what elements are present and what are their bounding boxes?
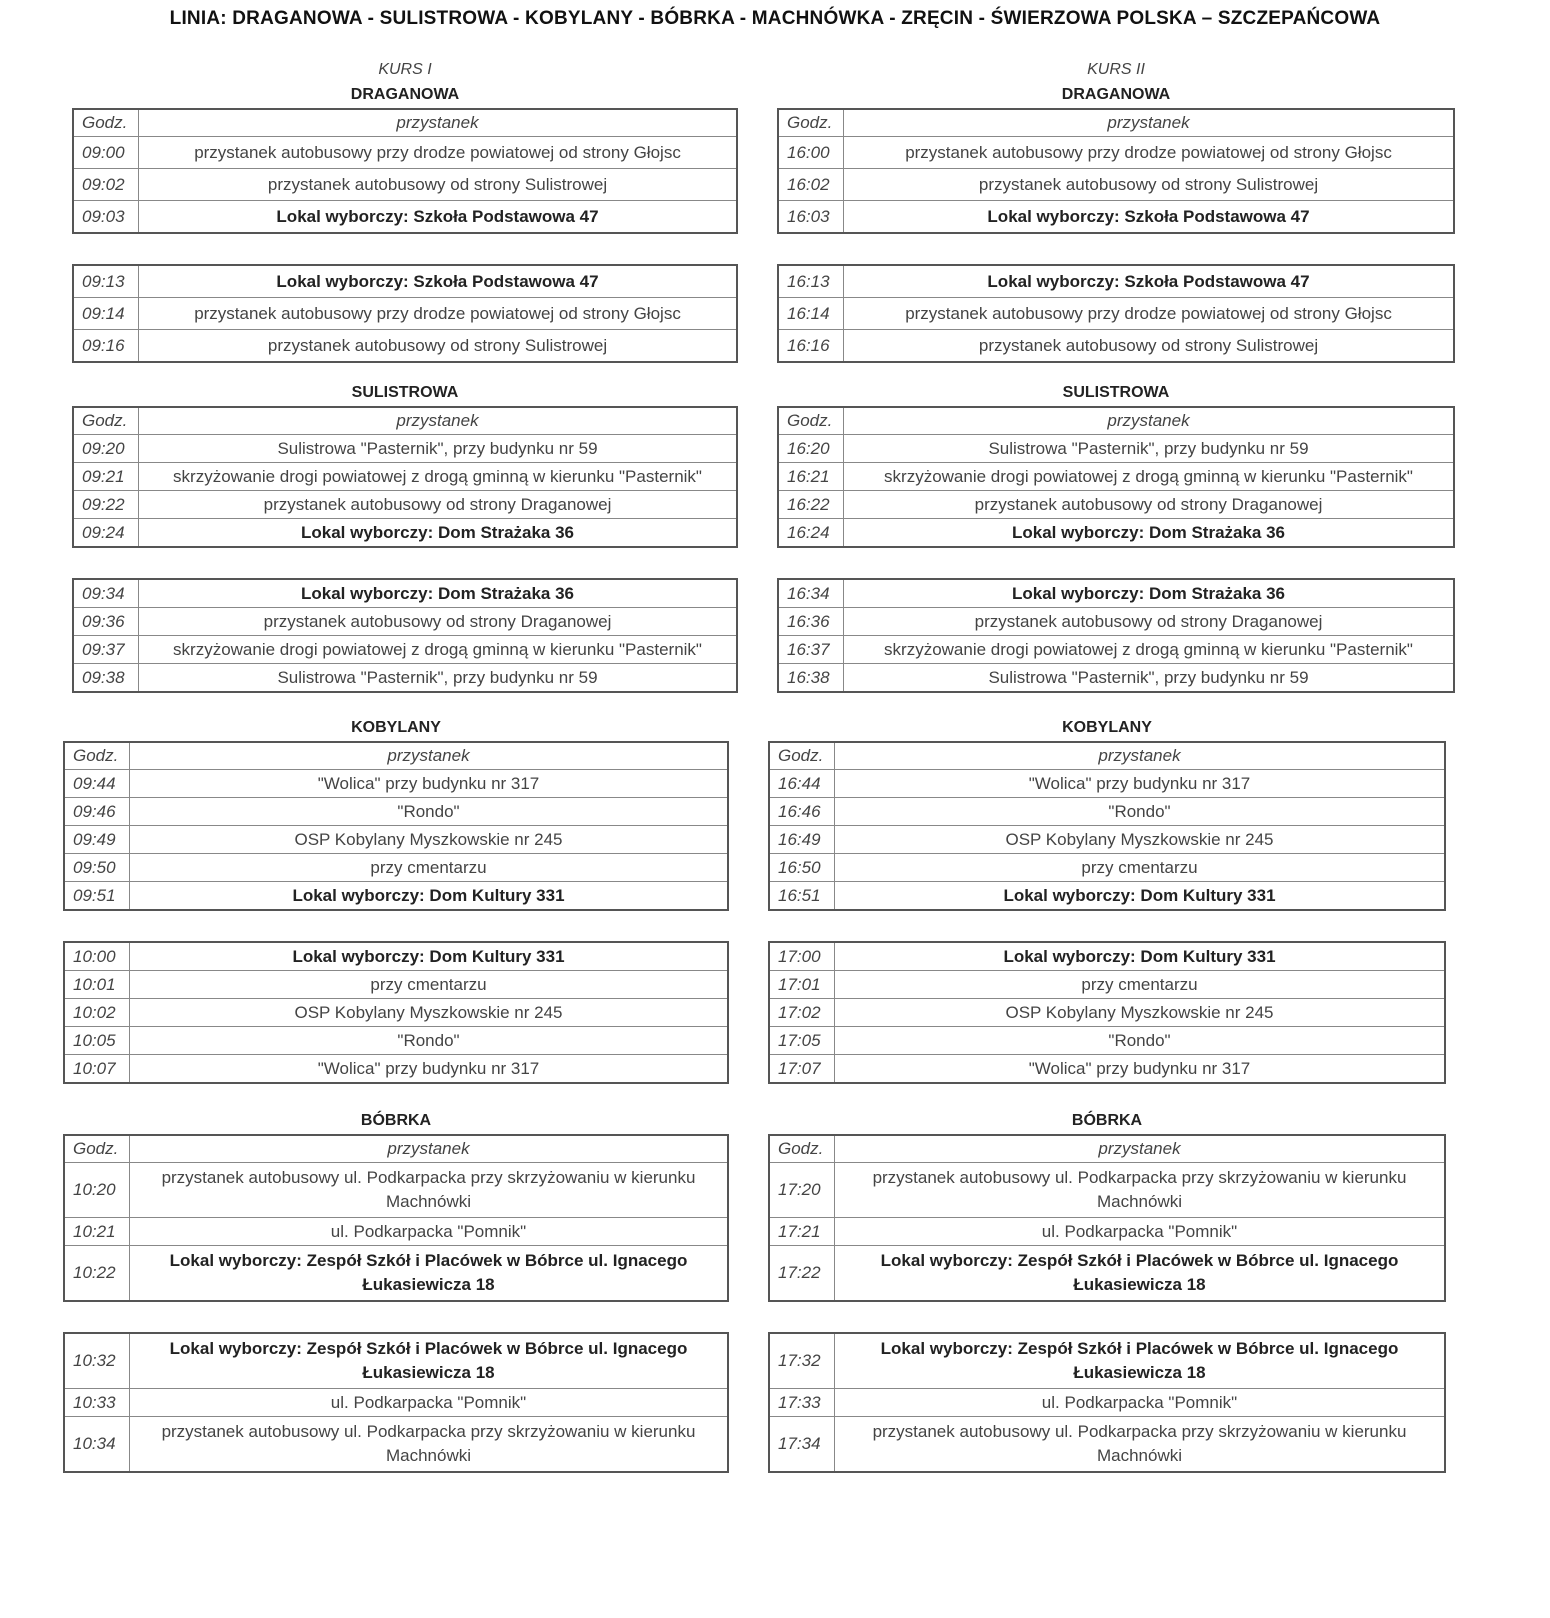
- departure-time: 10:05: [64, 1027, 130, 1055]
- table-row: [64, 971, 728, 999]
- stop-column-header: przystanek: [130, 742, 729, 770]
- table-row: [778, 519, 1454, 548]
- departure-time: 10:33: [64, 1389, 130, 1417]
- departure-time: 10:22: [64, 1246, 130, 1302]
- departure-time: 09:44: [64, 770, 130, 798]
- table-row: [64, 770, 728, 798]
- departure-time: 10:20: [64, 1163, 130, 1218]
- bus-stop: przy cmentarzu: [835, 854, 1446, 882]
- bus-stop: Sulistrowa "Pasternik", przy budynku nr 59: [844, 664, 1455, 693]
- departure-time: 17:22: [769, 1246, 835, 1302]
- departure-time: 09:38: [73, 664, 139, 693]
- table-row: [64, 1055, 728, 1084]
- table-header-row: [778, 109, 1454, 137]
- table-row: [769, 999, 1445, 1027]
- table-row: [73, 491, 737, 519]
- bus-stop: przystanek autobusowy przy drodze powiatowej od strony Głojsc: [139, 137, 738, 169]
- departure-time: 09:14: [73, 298, 139, 330]
- return-table: [777, 264, 1455, 363]
- bus-stop: przystanek autobusowy ul. Podkarpacka przy skrzyżowaniu w kierunku Machnówki: [835, 1417, 1446, 1473]
- table-row: [73, 608, 737, 636]
- table-row: [73, 463, 737, 491]
- departure-time: 10:34: [64, 1417, 130, 1473]
- departure-time: 16:21: [778, 463, 844, 491]
- departure-time: 17:34: [769, 1417, 835, 1473]
- polling-station: Lokal wyborczy: Szkoła Podstawowa 47: [844, 201, 1455, 234]
- table-row: [778, 298, 1454, 330]
- bus-stop: przystanek autobusowy od strony Sulistrowej: [139, 169, 738, 201]
- departure-time: 09:03: [73, 201, 139, 234]
- polling-station: Lokal wyborczy: Dom Kultury 331: [835, 942, 1446, 971]
- departure-time: 17:20: [769, 1163, 835, 1218]
- table-row: [73, 330, 737, 363]
- departure-time: 10:21: [64, 1218, 130, 1246]
- table-row: [769, 1055, 1445, 1084]
- departure-time: 16:20: [778, 435, 844, 463]
- kurs-label: KURS II: [1087, 61, 1145, 78]
- polling-station: Lokal wyborczy: Zespół Szkół i Placówek w Bóbrce ul. Ignacego Łukasiewicza 18: [835, 1333, 1446, 1389]
- return-table: [72, 264, 738, 363]
- bus-stop: przystanek autobusowy ul. Podkarpacka przy skrzyżowaniu w kierunku Machnówki: [130, 1163, 729, 1218]
- village-name: KOBYLANY: [1062, 719, 1152, 736]
- return-table: [768, 1332, 1446, 1473]
- table-row: [769, 971, 1445, 999]
- bus-stop: ul. Podkarpacka "Pomnik": [835, 1389, 1446, 1417]
- table-row: [64, 999, 728, 1027]
- departure-time: 17:05: [769, 1027, 835, 1055]
- departure-time: 17:32: [769, 1333, 835, 1389]
- table-row: [64, 1218, 728, 1246]
- table-row: [778, 137, 1454, 169]
- table-row: [64, 826, 728, 854]
- polling-station: Lokal wyborczy: Dom Kultury 331: [130, 942, 729, 971]
- bus-stop: przystanek autobusowy ul. Podkarpacka przy skrzyżowaniu w kierunku Machnówki: [835, 1163, 1446, 1218]
- table-row: [778, 330, 1454, 363]
- return-table: [72, 578, 738, 693]
- bus-stop: przystanek autobusowy od strony Sulistrowej: [844, 330, 1455, 363]
- stop-column-header: przystanek: [139, 407, 738, 435]
- bus-stop: przystanek autobusowy od strony Sulistrowej: [844, 169, 1455, 201]
- departure-time: 16:22: [778, 491, 844, 519]
- table-row: [64, 1417, 728, 1473]
- departure-time: 16:38: [778, 664, 844, 693]
- village-name: DRAGANOWA: [350, 86, 460, 103]
- village-name: DRAGANOWA: [1061, 86, 1171, 103]
- departure-time: 16:00: [778, 137, 844, 169]
- bus-stop: skrzyżowanie drogi powiatowej z drogą gminną w kierunku "Pasternik": [139, 636, 738, 664]
- village-section: [63, 715, 729, 1084]
- bus-stop: przystanek autobusowy przy drodze powiatowej od strony Głojsc: [139, 298, 738, 330]
- table-row: [769, 798, 1445, 826]
- stop-column-header: przystanek: [844, 109, 1455, 137]
- polling-station: Lokal wyborczy: Szkoła Podstawowa 47: [139, 201, 738, 234]
- bus-stop: skrzyżowanie drogi powiatowej z drogą gminną w kierunku "Pasternik": [844, 463, 1455, 491]
- time-column-header: Godz.: [778, 109, 844, 137]
- departure-time: 16:50: [769, 854, 835, 882]
- village-name: SULISTROWA: [351, 384, 459, 401]
- outbound-table: [63, 1134, 729, 1302]
- bus-stop: przy cmentarzu: [835, 971, 1446, 999]
- village-section: [768, 1108, 1446, 1473]
- village-section: [777, 380, 1455, 693]
- bus-stop: "Wolica" przy budynku nr 317: [130, 1055, 729, 1084]
- polling-station: Lokal wyborczy: Dom Kultury 331: [130, 882, 729, 911]
- bus-stop: skrzyżowanie drogi powiatowej z drogą gminną w kierunku "Pasternik": [139, 463, 738, 491]
- stop-column-header: przystanek: [835, 1135, 1446, 1163]
- bus-stop: "Rondo": [130, 1027, 729, 1055]
- return-table: [777, 578, 1455, 693]
- stop-column-header: przystanek: [139, 109, 738, 137]
- polling-station: Lokal wyborczy: Dom Strażaka 36: [139, 579, 738, 608]
- polling-station: Lokal wyborczy: Dom Strażaka 36: [844, 579, 1455, 608]
- bus-stop: "Rondo": [835, 798, 1446, 826]
- time-column-header: Godz.: [73, 407, 139, 435]
- departure-time: 16:16: [778, 330, 844, 363]
- village-name: SULISTROWA: [1062, 384, 1170, 401]
- departure-time: 09:13: [73, 265, 139, 298]
- village-name: KOBYLANY: [351, 719, 441, 736]
- stop-column-header: przystanek: [130, 1135, 729, 1163]
- departure-time: 09:22: [73, 491, 139, 519]
- bus-stop: skrzyżowanie drogi powiatowej z drogą gminną w kierunku "Pasternik": [844, 636, 1455, 664]
- departure-time: 10:01: [64, 971, 130, 999]
- village-section: [768, 715, 1446, 1084]
- departure-time: 16:02: [778, 169, 844, 201]
- table-row: [64, 1027, 728, 1055]
- table-row: [778, 169, 1454, 201]
- table-row: [769, 1027, 1445, 1055]
- time-column-header: Godz.: [769, 1135, 835, 1163]
- table-header-row: [769, 1135, 1445, 1163]
- bus-stop: przy cmentarzu: [130, 971, 729, 999]
- table-row: [769, 1246, 1445, 1302]
- table-header-row: [769, 742, 1445, 770]
- departure-time: 17:02: [769, 999, 835, 1027]
- table-row: [73, 169, 737, 201]
- table-header-row: [64, 1135, 728, 1163]
- departure-time: 16:36: [778, 608, 844, 636]
- departure-time: 09:00: [73, 137, 139, 169]
- departure-time: 10:00: [64, 942, 130, 971]
- bus-stop: "Wolica" przy budynku nr 317: [130, 770, 729, 798]
- village-name: BÓBRKA: [1071, 1112, 1143, 1129]
- polling-station: Lokal wyborczy: Szkoła Podstawowa 47: [844, 265, 1455, 298]
- table-row: [769, 1163, 1445, 1218]
- departure-time: 09:37: [73, 636, 139, 664]
- bus-stop: Sulistrowa "Pasternik", przy budynku nr 59: [139, 664, 738, 693]
- polling-station: Lokal wyborczy: Dom Kultury 331: [835, 882, 1446, 911]
- bus-stop: przystanek autobusowy przy drodze powiatowej od strony Głojsc: [844, 137, 1455, 169]
- table-header-row: [64, 742, 728, 770]
- departure-time: 10:02: [64, 999, 130, 1027]
- page-title: LINIA: DRAGANOWA - SULISTROWA - KOBYLANY - BÓBRKA - MACHNÓWKA - ZRĘCIN - ŚWIERZOWA POLSKA – SZCZEPAŃCOWA: [169, 8, 1381, 29]
- table-row: [64, 942, 728, 971]
- departure-time: 16:34: [778, 579, 844, 608]
- time-column-header: Godz.: [64, 742, 130, 770]
- polling-station: Lokal wyborczy: Dom Strażaka 36: [139, 519, 738, 548]
- table-row: [778, 463, 1454, 491]
- departure-time: 09:02: [73, 169, 139, 201]
- bus-stop: ul. Podkarpacka "Pomnik": [130, 1218, 729, 1246]
- departure-time: 16:14: [778, 298, 844, 330]
- departure-time: 17:21: [769, 1218, 835, 1246]
- bus-stop: przystanek autobusowy od strony Draganowej: [844, 491, 1455, 519]
- table-row: [64, 1389, 728, 1417]
- village-section: [72, 380, 738, 693]
- table-row: [778, 664, 1454, 693]
- table-row: [73, 298, 737, 330]
- village-section: [777, 58, 1455, 363]
- bus-stop: przystanek autobusowy od strony Draganowej: [139, 491, 738, 519]
- departure-time: 16:51: [769, 882, 835, 911]
- bus-stop: "Rondo": [130, 798, 729, 826]
- table-row: [769, 1389, 1445, 1417]
- bus-stop: przystanek autobusowy przy drodze powiatowej od strony Głojsc: [844, 298, 1455, 330]
- table-row: [778, 636, 1454, 664]
- departure-time: 09:50: [64, 854, 130, 882]
- table-row: [73, 201, 737, 234]
- outbound-table: [72, 406, 738, 548]
- table-row: [769, 1218, 1445, 1246]
- table-row: [73, 636, 737, 664]
- departure-time: 17:07: [769, 1055, 835, 1084]
- polling-station: Lokal wyborczy: Dom Strażaka 36: [844, 519, 1455, 548]
- bus-stop: "Wolica" przy budynku nr 317: [835, 1055, 1446, 1084]
- departure-time: 10:07: [64, 1055, 130, 1084]
- time-column-header: Godz.: [73, 109, 139, 137]
- departure-time: 16:46: [769, 798, 835, 826]
- departure-time: 09:49: [64, 826, 130, 854]
- bus-stop: przystanek autobusowy od strony Draganowej: [139, 608, 738, 636]
- table-row: [73, 265, 737, 298]
- departure-time: 09:24: [73, 519, 139, 548]
- bus-stop: przy cmentarzu: [130, 854, 729, 882]
- departure-time: 09:34: [73, 579, 139, 608]
- departure-time: 16:37: [778, 636, 844, 664]
- bus-stop: "Rondo": [835, 1027, 1446, 1055]
- table-row: [778, 608, 1454, 636]
- table-row: [64, 854, 728, 882]
- return-table: [63, 1332, 729, 1473]
- return-table: [768, 941, 1446, 1084]
- table-row: [769, 854, 1445, 882]
- bus-stop: przystanek autobusowy od strony Sulistrowej: [139, 330, 738, 363]
- stop-column-header: przystanek: [844, 407, 1455, 435]
- time-column-header: Godz.: [64, 1135, 130, 1163]
- kurs-label: KURS I: [378, 61, 432, 78]
- table-row: [769, 770, 1445, 798]
- table-row: [73, 137, 737, 169]
- table-row: [778, 201, 1454, 234]
- polling-station: Lokal wyborczy: Zespół Szkół i Placówek w Bóbrce ul. Ignacego Łukasiewicza 18: [130, 1246, 729, 1302]
- village-name: BÓBRKA: [360, 1112, 432, 1129]
- table-row: [778, 491, 1454, 519]
- departure-time: 09:21: [73, 463, 139, 491]
- outbound-table: [777, 406, 1455, 548]
- table-row: [769, 826, 1445, 854]
- table-row: [64, 882, 728, 911]
- polling-station: Lokal wyborczy: Zespół Szkół i Placówek w Bóbrce ul. Ignacego Łukasiewicza 18: [835, 1246, 1446, 1302]
- departure-time: 17:33: [769, 1389, 835, 1417]
- departure-time: 09:51: [64, 882, 130, 911]
- departure-time: 09:16: [73, 330, 139, 363]
- bus-stop: ul. Podkarpacka "Pomnik": [835, 1218, 1446, 1246]
- departure-time: 10:32: [64, 1333, 130, 1389]
- bus-stop: OSP Kobylany Myszkowskie nr 245: [130, 999, 729, 1027]
- bus-stop: ul. Podkarpacka "Pomnik": [130, 1389, 729, 1417]
- departure-time: 16:49: [769, 826, 835, 854]
- table-row: [769, 1333, 1445, 1389]
- departure-time: 16:03: [778, 201, 844, 234]
- departure-time: 17:00: [769, 942, 835, 971]
- outbound-table: [777, 108, 1455, 234]
- outbound-table: [768, 1134, 1446, 1302]
- table-row: [64, 1246, 728, 1302]
- table-row: [64, 1163, 728, 1218]
- departure-time: 09:36: [73, 608, 139, 636]
- table-row: [778, 579, 1454, 608]
- table-header-row: [73, 109, 737, 137]
- outbound-table: [768, 741, 1446, 911]
- departure-time: 09:46: [64, 798, 130, 826]
- table-header-row: [778, 407, 1454, 435]
- table-row: [769, 882, 1445, 911]
- return-table: [63, 941, 729, 1084]
- table-row: [64, 1333, 728, 1389]
- bus-stop: przystanek autobusowy ul. Podkarpacka przy skrzyżowaniu w kierunku Machnówki: [130, 1417, 729, 1473]
- bus-stop: OSP Kobylany Myszkowskie nr 245: [130, 826, 729, 854]
- table-header-row: [73, 407, 737, 435]
- departure-time: 16:24: [778, 519, 844, 548]
- departure-time: 16:44: [769, 770, 835, 798]
- departure-time: 16:13: [778, 265, 844, 298]
- table-row: [73, 579, 737, 608]
- village-section: [63, 1108, 729, 1473]
- polling-station: Lokal wyborczy: Szkoła Podstawowa 47: [139, 265, 738, 298]
- table-row: [73, 519, 737, 548]
- outbound-table: [63, 741, 729, 911]
- time-column-header: Godz.: [778, 407, 844, 435]
- departure-time: 17:01: [769, 971, 835, 999]
- table-row: [778, 265, 1454, 298]
- village-section: [72, 58, 738, 363]
- bus-stop: OSP Kobylany Myszkowskie nr 245: [835, 999, 1446, 1027]
- table-row: [769, 942, 1445, 971]
- stop-column-header: przystanek: [835, 742, 1446, 770]
- time-column-header: Godz.: [769, 742, 835, 770]
- outbound-table: [72, 108, 738, 234]
- bus-stop: Sulistrowa "Pasternik", przy budynku nr 59: [139, 435, 738, 463]
- bus-stop: Sulistrowa "Pasternik", przy budynku nr 59: [844, 435, 1455, 463]
- bus-stop: "Wolica" przy budynku nr 317: [835, 770, 1446, 798]
- departure-time: 09:20: [73, 435, 139, 463]
- table-row: [778, 435, 1454, 463]
- table-row: [73, 664, 737, 693]
- table-row: [64, 798, 728, 826]
- polling-station: Lokal wyborczy: Zespół Szkół i Placówek w Bóbrce ul. Ignacego Łukasiewicza 18: [130, 1333, 729, 1389]
- table-row: [769, 1417, 1445, 1473]
- table-row: [73, 435, 737, 463]
- bus-stop: OSP Kobylany Myszkowskie nr 245: [835, 826, 1446, 854]
- bus-stop: przystanek autobusowy od strony Draganowej: [844, 608, 1455, 636]
